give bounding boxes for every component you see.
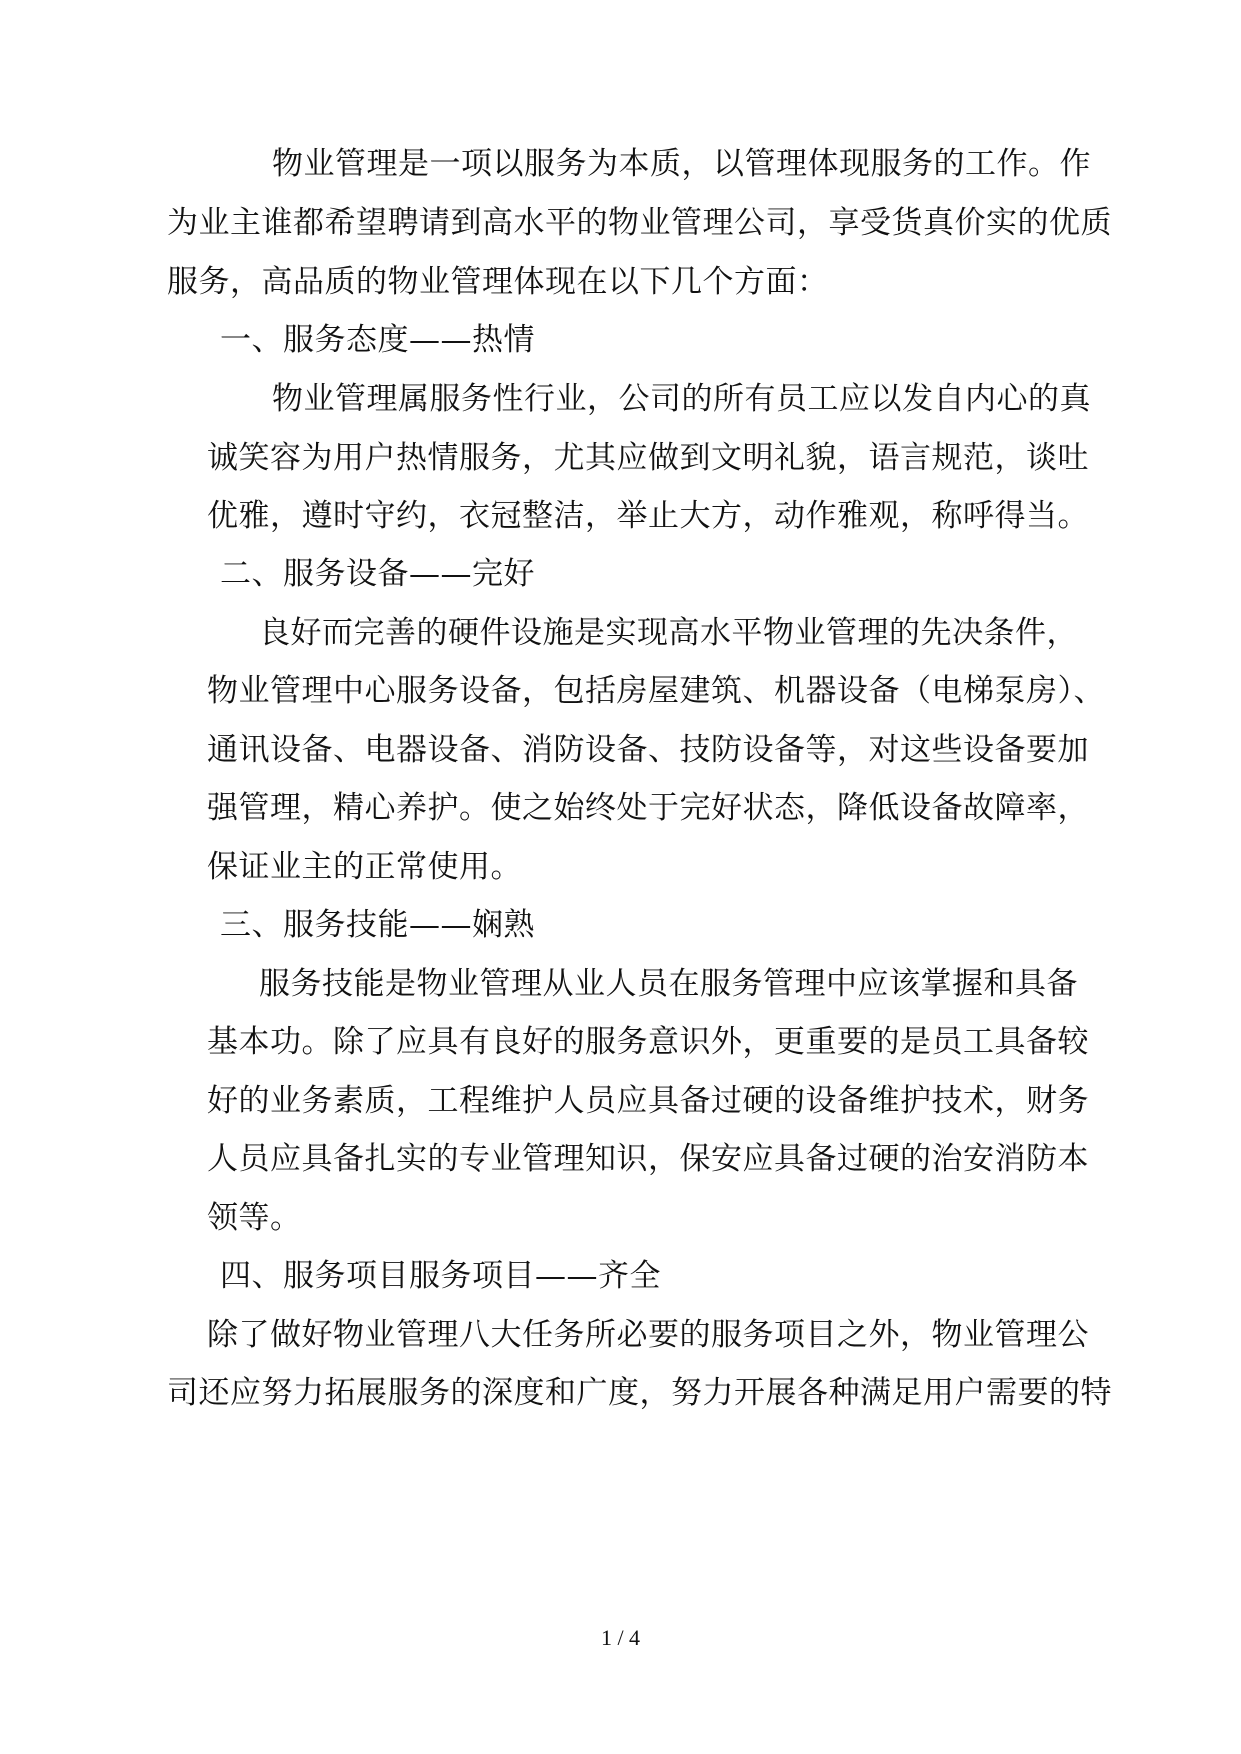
paragraph-line: 司还应努力拓展服务的深度和广度，努力开展各种满足用户需要的特 (167, 1375, 1112, 1411)
section-heading: 一、服务态度——热情 (220, 322, 535, 358)
paragraph-line: 除了做好物业管理八大任务所必要的服务项目之外，物业管理公 (207, 1317, 1089, 1353)
paragraph-line: 强管理，精心养护。使之始终处于完好状态，降低设备故障率， (207, 790, 1089, 826)
paragraph-line: 保证业主的正常使用。 (207, 849, 522, 885)
paragraph-line: 服务，高品质的物业管理体现在以下几个方面： (167, 264, 829, 300)
paragraph-line: 人员应具备扎实的专业管理知识，保安应具备过硬的治安消防本 (207, 1141, 1089, 1177)
page-number: 1 / 4 (600, 1625, 641, 1650)
paragraph-line: 领等。 (207, 1200, 302, 1236)
section-heading: 二、服务设备——完好 (220, 556, 535, 592)
paragraph-line: 物业管理是一项以服务为本质，以管理体现服务的工作。作 (272, 146, 1091, 182)
paragraph-line: 良好而完善的硬件设施是实现高水平物业管理的先决条件， (259, 615, 1078, 651)
section-heading: 三、服务技能——娴熟 (220, 907, 535, 943)
paragraph-line: 物业管理中心服务设备，包括房屋建筑、机器设备（电梯泵房）、 (207, 673, 1105, 709)
paragraph-line: 基本功。除了应具有良好的服务意识外，更重要的是员工具备较 (207, 1024, 1089, 1060)
paragraph-line: 好的业务素质，工程维护人员应具备过硬的设备维护技术，财务 (207, 1083, 1089, 1119)
section-heading: 四、服务项目服务项目——齐全 (220, 1258, 661, 1294)
paragraph-line: 优雅，遵时守约，衣冠整洁，举止大方，动作雅观，称呼得当。 (207, 498, 1089, 534)
paragraph-line: 服务技能是物业管理从业人员在服务管理中应该掌握和具备 (259, 966, 1078, 1002)
paragraph-line: 诚笑容为用户热情服务，尤其应做到文明礼貌，语言规范，谈吐 (207, 440, 1089, 476)
paragraph-line: 为业主谁都希望聘请到高水平的物业管理公司，享受货真价实的优质 (167, 205, 1112, 241)
paragraph-line: 通讯设备、电器设备、消防设备、技防设备等，对这些设备要加 (207, 732, 1089, 768)
paragraph-line: 物业管理属服务性行业，公司的所有员工应以发自内心的真 (272, 381, 1091, 417)
